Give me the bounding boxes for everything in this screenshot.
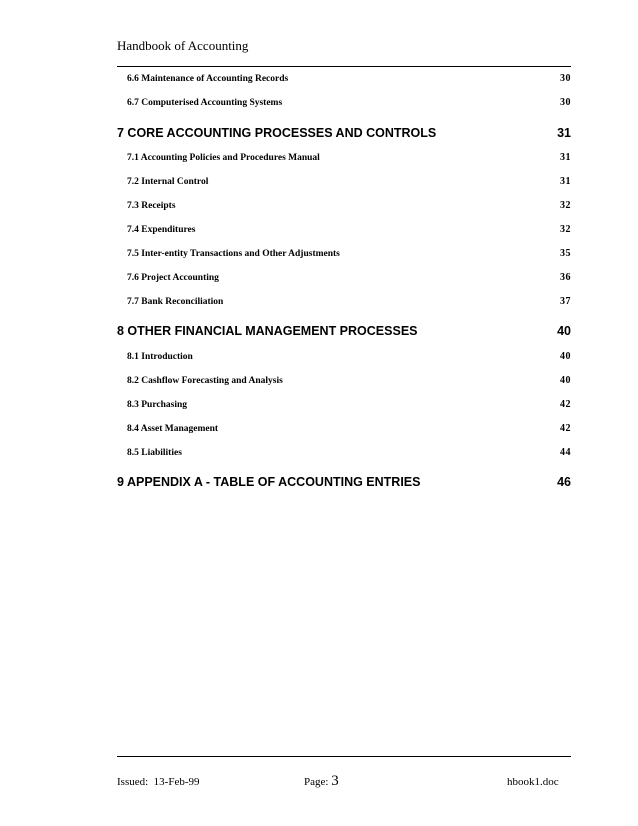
toc-entry-page: 30 (560, 97, 571, 108)
toc-entry-page: 31 (560, 176, 571, 187)
toc-entry-label: 7.7 Bank Reconciliation (127, 297, 224, 307)
toc-entry-label: 7.1 Accounting Policies and Procedures Manual (127, 153, 320, 163)
toc-chapter[interactable] (117, 126, 571, 140)
toc-entry-page: 42 (560, 399, 571, 410)
toc-entry-page: 40 (557, 324, 571, 338)
footer-filename: hbook1.doc (507, 776, 559, 788)
toc-entry-label: 8.5 Liabilities (127, 448, 182, 458)
toc-entry[interactable] (127, 272, 571, 283)
toc-chapter[interactable] (117, 324, 571, 338)
footer-page (304, 773, 339, 790)
toc-entry-page: 30 (560, 73, 571, 84)
toc-entry-label: 8.1 Introduction (127, 352, 193, 362)
toc-entry-page: 44 (560, 447, 571, 458)
toc-entry-label: 7.6 Project Accounting (127, 273, 219, 283)
toc-entry-page: 32 (560, 224, 571, 235)
toc-entry[interactable] (127, 152, 571, 163)
toc-entry-page: 40 (560, 375, 571, 386)
footer-page-number: 3 (331, 773, 339, 789)
toc-entry[interactable] (127, 447, 571, 458)
toc-entry-page: 35 (560, 248, 571, 259)
toc-entry-label: 8.4 Asset Management (127, 424, 219, 434)
toc-entry-page: 46 (557, 475, 571, 489)
toc-entry-label: 6.7 Computerised Accounting Systems (127, 98, 283, 108)
toc-entry-label: 9 APPENDIX A - TABLE OF ACCOUNTING ENTRIES (117, 475, 421, 489)
toc-entry-label: 7.4 Expenditures (127, 225, 196, 235)
toc-entry-page: 37 (560, 296, 571, 307)
toc-entry-page: 31 (560, 152, 571, 163)
toc-entry[interactable] (127, 296, 571, 307)
footer-page-label: Page: (304, 776, 329, 788)
footer-issued-date: 13-Feb-99 (153, 776, 200, 788)
toc-entry[interactable] (127, 200, 571, 211)
toc-entry-label: 8.3 Purchasing (127, 400, 188, 410)
toc-entry[interactable] (127, 248, 571, 259)
toc-entry-page: 31 (557, 126, 571, 140)
toc-entry[interactable] (127, 375, 571, 386)
toc-entry-label: 7.5 Inter-entity Transactions and Other Adjustments (127, 249, 340, 259)
toc-entry-label: 8 OTHER FINANCIAL MANAGEMENT PROCESSES (117, 324, 418, 338)
toc-entry[interactable] (127, 97, 571, 108)
toc-entry[interactable] (127, 351, 571, 362)
toc-entry-page: 42 (560, 423, 571, 434)
toc-entry[interactable] (127, 399, 571, 410)
toc-entry-page: 40 (560, 351, 571, 362)
toc-entry[interactable] (127, 73, 571, 84)
toc-entry-label: 7 CORE ACCOUNTING PROCESSES AND CONTROLS (117, 126, 437, 140)
footer-issued-label: Issued: (117, 776, 149, 788)
page-header-title: Handbook of Accounting (117, 38, 249, 53)
toc-chapter[interactable] (117, 475, 571, 489)
header-divider (117, 66, 571, 67)
toc-entry-label: 7.2 Internal Control (127, 177, 209, 187)
toc-entry-label: 6.6 Maintenance of Accounting Records (127, 74, 289, 84)
toc-entry-label: 7.3 Receipts (127, 201, 176, 211)
toc-entry-page: 32 (560, 200, 571, 211)
toc-entry-label: 8.2 Cashflow Forecasting and Analysis (127, 376, 283, 386)
toc-entry-page: 36 (560, 272, 571, 283)
toc-entry[interactable] (127, 224, 571, 235)
footer-issued (117, 776, 200, 788)
toc-entry[interactable] (127, 176, 571, 187)
footer-divider (117, 756, 571, 757)
toc-entry[interactable] (127, 423, 571, 434)
